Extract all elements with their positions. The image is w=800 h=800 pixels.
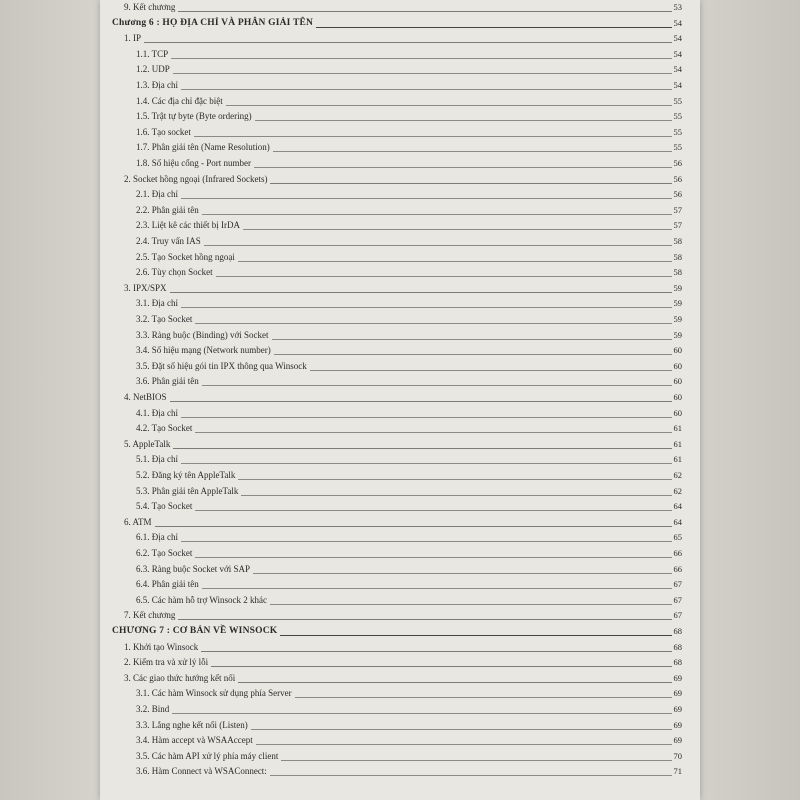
toc-entry-page-number: 57 <box>673 204 682 215</box>
toc-entry-page-number: 54 <box>673 17 682 28</box>
toc-entry-page-number: 60 <box>673 376 682 387</box>
toc-entry <box>112 296 682 310</box>
toc-entry <box>112 109 682 123</box>
toc-entry-label: 4.2. Tạo Socket <box>136 421 195 435</box>
toc-entry-label: 1.8. Số hiệu cổng - Port number <box>136 156 254 170</box>
toc-entry-label: 1.4. Các địa chỉ đặc biệt <box>136 94 226 108</box>
toc-entry-page-number: 55 <box>673 142 682 153</box>
toc-entry-label: 5. AppleTalk <box>124 437 173 451</box>
toc-entry-page-number: 61 <box>673 438 682 449</box>
toc-leader-line <box>124 292 682 293</box>
toc-entry-label: 3.6. Phân giải tên <box>136 374 202 388</box>
toc-entry-page-number: 69 <box>673 704 682 714</box>
toc-entry-page-number: 68 <box>673 657 682 668</box>
toc-entry <box>112 733 682 747</box>
toc-entry-page-number: 60 <box>673 392 682 402</box>
toc-entry-label: 1. IP <box>124 31 144 45</box>
toc-entry <box>112 31 682 45</box>
toc-entry-page-number: 60 <box>673 407 682 418</box>
toc-entry-page-number: 62 <box>673 485 682 496</box>
toc-entry-page-number: 70 <box>673 750 682 761</box>
toc-entry-label: 3. Các giao thức hướng kết nối <box>124 671 238 685</box>
toc-entry-page-number: 58 <box>673 251 682 262</box>
toc-leader-line <box>136 307 682 308</box>
toc-entry-page-number: 68 <box>673 641 682 652</box>
toc-entry <box>112 421 682 435</box>
toc-entry-page-number: 67 <box>673 579 682 590</box>
toc-entry-label: 2.2. Phân giải tên <box>136 203 202 217</box>
toc-entry-label: 6. ATM <box>124 515 155 529</box>
toc-entry-label: 5.1. Địa chỉ <box>136 452 181 466</box>
toc-entry <box>112 671 682 685</box>
toc-entry-page-number: 56 <box>673 173 682 184</box>
toc-entry-page-number: 54 <box>673 33 682 44</box>
toc-entry <box>112 593 682 607</box>
toc-entry-page-number: 65 <box>673 532 682 543</box>
toc-entry <box>112 624 682 638</box>
toc-entry-label: 1.7. Phân giải tên (Name Resolution) <box>136 140 273 154</box>
toc-entry-page-number: 71 <box>673 766 682 777</box>
background-right <box>700 0 800 800</box>
toc-entry <box>112 686 682 700</box>
toc-leader-line <box>136 323 682 324</box>
toc-entry-label: 2. Socket hồng ngoại (Infrared Sockets) <box>124 172 270 186</box>
toc-entry-label: 3.6. Hàm Connect và WSAConnect: <box>136 764 270 778</box>
toc-entry <box>112 608 682 622</box>
toc-leader-line <box>136 198 682 199</box>
toc-entry <box>112 281 682 295</box>
toc-entry <box>112 0 682 14</box>
toc-entry-label: 5.3. Phân giải tên AppleTalk <box>136 484 241 498</box>
toc-entry-label: 1. Khởi tạo Winsock <box>124 640 201 654</box>
toc-entry <box>112 749 682 763</box>
toc-entry-label: 2.3. Liệt kê các thiết bị IrDA <box>136 218 243 232</box>
toc-entry-label: 1.3. Địa chỉ <box>136 78 181 92</box>
toc-entry-label: 4. NetBIOS <box>124 390 170 404</box>
toc-entry-page-number: 69 <box>673 672 682 683</box>
toc-entry-page-number: 55 <box>673 111 682 122</box>
toc-leader-line <box>136 588 682 589</box>
toc-entry-label: 1.2. UDP <box>136 62 173 76</box>
toc-leader-line <box>136 417 682 418</box>
toc-entry <box>112 468 682 482</box>
toc-entry-label: 3. IPX/SPX <box>124 281 170 295</box>
toc-entry <box>112 187 682 201</box>
toc-entry-page-number: 59 <box>673 329 682 340</box>
toc-entry <box>112 374 682 388</box>
toc-entry-label: 1.6. Tạo socket <box>136 125 194 139</box>
toc-entry-label: 2.5. Tạo Socket hồng ngoại <box>136 250 238 264</box>
toc-leader-line <box>136 510 682 511</box>
toc-entry-page-number: 61 <box>673 423 682 434</box>
toc-entry <box>112 530 682 544</box>
toc-entry <box>112 484 682 498</box>
toc-entry-page-number: 55 <box>673 95 682 106</box>
toc-entry-page-number: 60 <box>673 360 682 371</box>
toc-leader-line <box>136 136 682 137</box>
toc-entry-label: 2.4. Truy vấn IAS <box>136 234 204 248</box>
toc-entry <box>112 172 682 186</box>
toc-leader-line <box>136 214 682 215</box>
toc-leader-line <box>136 385 682 386</box>
toc-entry <box>112 328 682 342</box>
toc-entry-label: 3.5. Đặt số hiệu gói tin IPX thông qua Winsock <box>136 359 310 373</box>
toc-entry-label: 3.3. Lắng nghe kết nối (Listen) <box>136 718 251 732</box>
toc-leader-line <box>136 541 682 542</box>
toc-entry-page-number: 59 <box>673 282 682 293</box>
toc-leader-line <box>136 713 682 714</box>
toc-leader-line <box>136 245 682 246</box>
toc-entry <box>112 47 682 61</box>
toc-entry-page-number: 64 <box>673 516 682 527</box>
toc-entry-label: 9. Kết chương <box>124 0 178 14</box>
toc-entry-label: 3.5. Các hàm API xử lý phía máy client <box>136 749 281 763</box>
toc-entry-page-number: 56 <box>673 189 682 200</box>
toc-entry-label: 3.4. Số hiệu mạng (Network number) <box>136 343 274 357</box>
toc-entry <box>112 265 682 279</box>
toc-entry-label: 7. Kết chương <box>124 608 178 622</box>
toc-entry-label: 3.2. Tạo Socket <box>136 312 195 326</box>
toc-leader-line <box>124 448 682 449</box>
toc-leader-line <box>136 432 682 433</box>
toc-leader-line <box>124 401 682 402</box>
toc-entry-page-number: 67 <box>673 610 682 621</box>
toc-entry-label: 6.4. Phân giải tên <box>136 577 202 591</box>
toc-entry-page-number: 64 <box>673 501 682 512</box>
toc-entry-label: 6.1. Địa chỉ <box>136 530 181 544</box>
toc-entry <box>112 16 682 30</box>
toc-leader-line <box>136 557 682 558</box>
toc-entry-page-number: 66 <box>673 548 682 558</box>
toc-entry <box>112 234 682 248</box>
toc-entry-page-number: 69 <box>673 735 682 746</box>
toc-entry-page-number: 61 <box>673 454 682 465</box>
toc-entry <box>112 546 682 560</box>
toc-entry <box>112 577 682 591</box>
toc-entry-page-number: 54 <box>673 80 682 90</box>
toc-entry <box>112 655 682 669</box>
toc-entry <box>112 702 682 716</box>
toc-leader-line <box>136 73 682 74</box>
toc-entry <box>112 515 682 529</box>
toc-entry <box>112 218 682 232</box>
toc-entry <box>112 140 682 154</box>
toc-entry-page-number: 58 <box>673 236 682 246</box>
toc-entry-page-number: 68 <box>673 626 682 636</box>
toc-entry <box>112 62 682 76</box>
toc-entry <box>112 156 682 170</box>
toc-entry-label: 1.5. Trật tự byte (Byte ordering) <box>136 109 255 123</box>
toc-leader-line <box>124 651 682 652</box>
toc-entry-label: 2.6. Tùy chọn Socket <box>136 265 216 279</box>
toc-entry <box>112 343 682 357</box>
toc-leader-line <box>124 619 682 620</box>
toc-entry-label: 5.4. Tạo Socket <box>136 499 195 513</box>
toc-entry <box>112 452 682 466</box>
toc-entry-label: 3.3. Ràng buộc (Binding) với Socket <box>136 328 272 342</box>
toc-leader-line <box>136 89 682 90</box>
toc-entry <box>112 78 682 92</box>
toc-entry-page-number: 59 <box>673 314 682 324</box>
toc-entry-page-number: 58 <box>673 267 682 278</box>
toc-entry-label: 3.4. Hàm accept và WSAAccept <box>136 733 256 747</box>
toc-leader-line <box>124 11 682 12</box>
toc-leader-line <box>136 58 682 59</box>
toc-entry-label: 5.2. Đăng ký tên AppleTalk <box>136 468 238 482</box>
toc-entry-label: 6.2. Tạo Socket <box>136 546 195 560</box>
toc-entry <box>112 406 682 420</box>
toc-entry-page-number: 55 <box>673 126 682 137</box>
toc-entry-page-number: 69 <box>673 719 682 730</box>
toc-entry <box>112 390 682 404</box>
toc-leader-line <box>124 526 682 527</box>
toc-entry <box>112 764 682 778</box>
background-left <box>0 0 100 800</box>
toc-entry-page-number: 56 <box>673 158 682 168</box>
toc-entry-label: 3.1. Các hàm Winsock sử dụng phía Server <box>136 686 295 700</box>
toc-entry-page-number: 67 <box>673 594 682 605</box>
toc-leader-line <box>136 463 682 464</box>
toc-entry-label: 3.2. Bind <box>136 702 172 716</box>
toc-entry-page-number: 66 <box>673 563 682 574</box>
toc-entry-label: 2. Kiểm tra và xử lý lỗi <box>124 655 211 669</box>
toc-entry-page-number: 59 <box>673 298 682 309</box>
toc-entry <box>112 437 682 451</box>
toc-entry <box>112 203 682 217</box>
toc-entry-page-number: 62 <box>673 470 682 480</box>
toc-entry <box>112 312 682 326</box>
toc-entry-label: 6.5. Các hàm hỗ trợ Winsock 2 khác <box>136 593 270 607</box>
toc-entry <box>112 499 682 513</box>
toc-entry-label: 2.1. Địa chỉ <box>136 187 181 201</box>
toc-entry-page-number: 54 <box>673 64 682 75</box>
toc-entry-page-number: 53 <box>673 2 682 12</box>
toc-entry-page-number: 60 <box>673 345 682 356</box>
toc-entry <box>112 125 682 139</box>
toc-entry <box>112 640 682 654</box>
toc-entry <box>112 562 682 576</box>
toc-entry-label: 4.1. Địa chỉ <box>136 406 181 420</box>
toc-entry-label: CHƯƠNG 7 : CƠ BẢN VỀ WINSOCK <box>112 624 280 638</box>
toc-leader-line <box>124 42 682 43</box>
toc-entry-label: 6.3. Ràng buộc Socket với SAP <box>136 562 253 576</box>
toc-entry-page-number: 69 <box>673 688 682 699</box>
toc-entry-page-number: 54 <box>673 48 682 59</box>
toc-entry-page-number: 57 <box>673 220 682 231</box>
toc-leader-line <box>136 276 682 277</box>
toc-entry <box>112 718 682 732</box>
toc-entry <box>112 250 682 264</box>
toc-entry <box>112 94 682 108</box>
toc-entry-label: Chương 6 : HỌ ĐỊA CHỈ VÀ PHÂN GIẢI TÊN <box>112 16 316 30</box>
toc-entry-label: 3.1. Địa chỉ <box>136 296 181 310</box>
toc-entry-label: 1.1. TCP <box>136 47 171 61</box>
toc-entry <box>112 359 682 373</box>
